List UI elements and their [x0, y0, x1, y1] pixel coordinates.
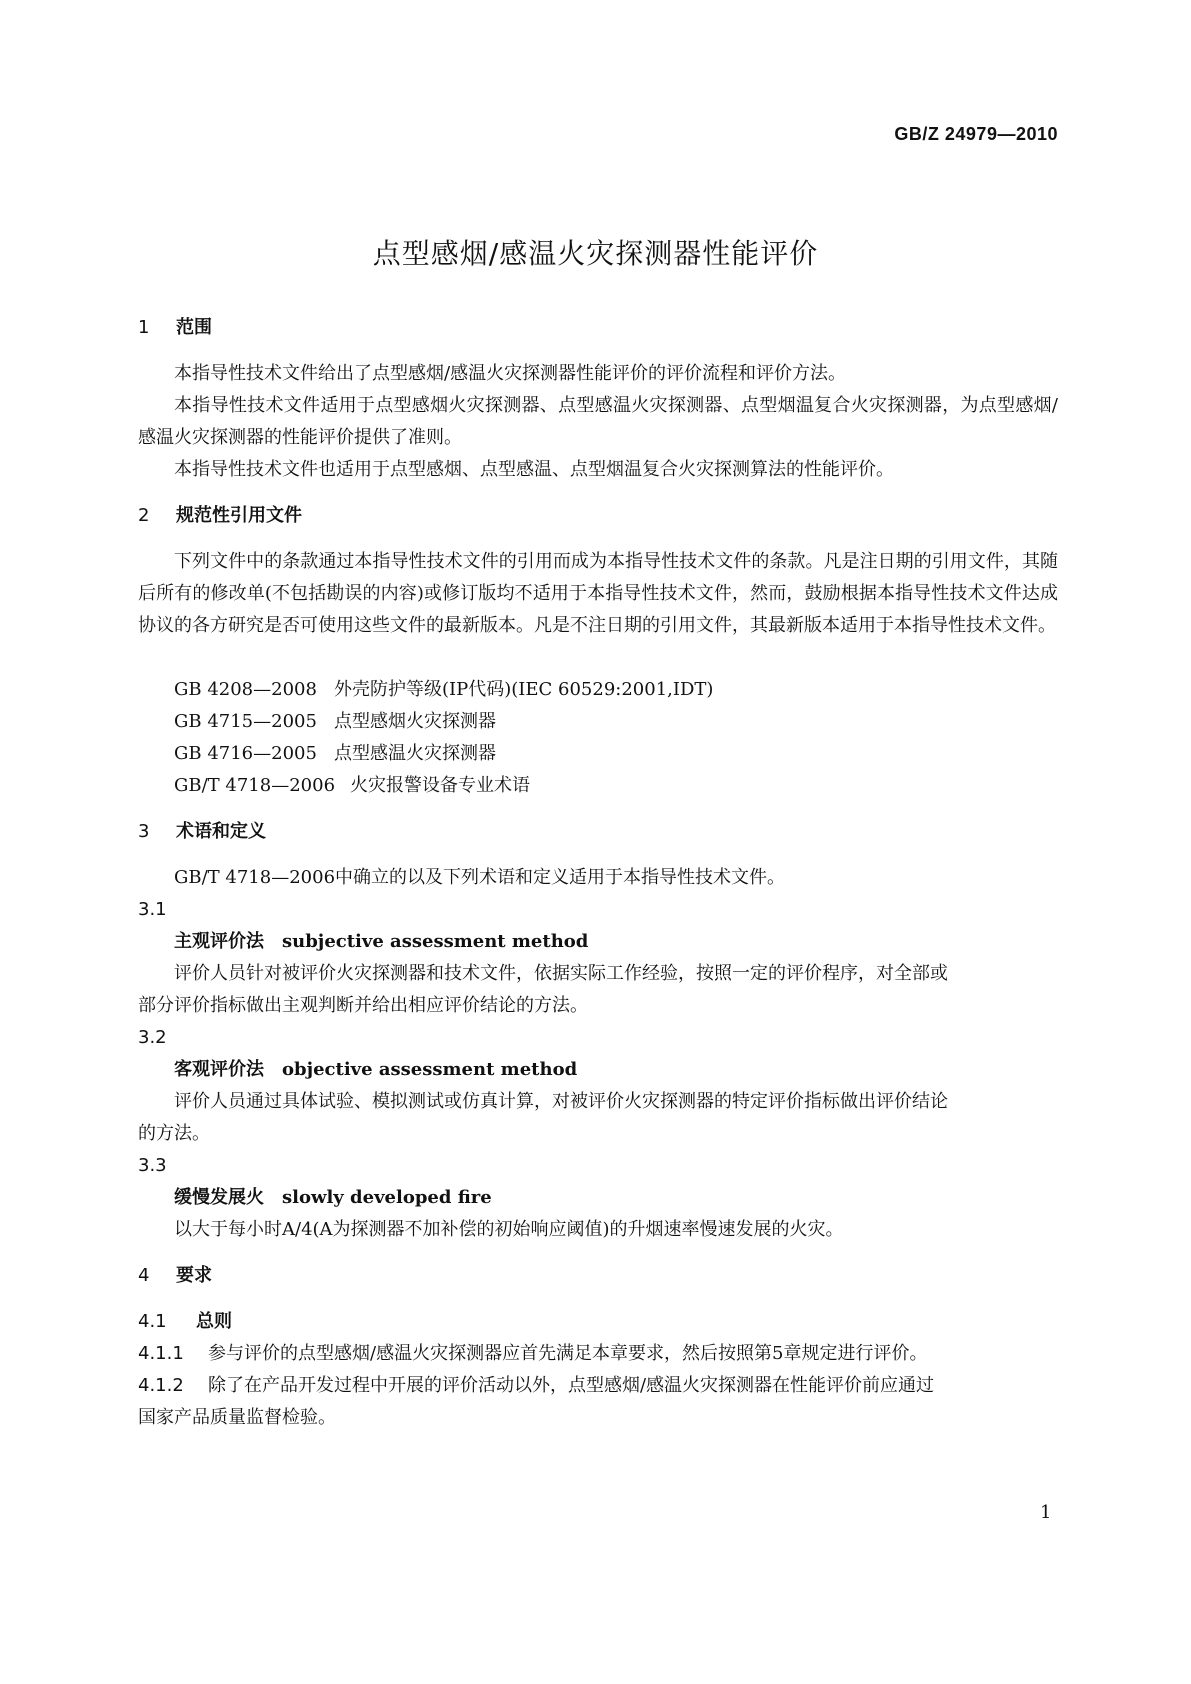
term-definition-continued: 的方法。 — [138, 1123, 210, 1144]
section-number: 4 — [138, 1265, 150, 1286]
term-definition-continued: 部分评价指标做出主观判断并给出相应评价结论的方法。 — [138, 995, 588, 1016]
page-number: 1 — [1040, 1502, 1052, 1523]
document-title: 点型感烟/感温火灾探测器性能评价 — [372, 237, 819, 270]
term-number: 3.1 — [138, 899, 167, 920]
clause — [138, 1338, 1058, 1370]
section-title: 术语和定义 — [176, 821, 266, 842]
reference-title: 外壳防护等级(IP代码)(IEC 60529:2001,IDT) — [334, 679, 714, 700]
reference-title: 点型感烟火灾探测器 — [334, 711, 496, 732]
clause-number: 4.1.1 — [138, 1343, 184, 1364]
term-number: 3.3 — [138, 1155, 167, 1176]
clause-number: 4.1.2 — [138, 1375, 184, 1396]
reference-item — [138, 770, 1094, 802]
standard-code: GB/Z 24979—2010 — [894, 124, 1058, 144]
term-name-en: objective assessment method — [282, 1059, 578, 1080]
section-2-paragraph: 下列文件中的条款通过本指导性技术文件的引用而成为本指导性技术文件的条款。凡是注日期的引用文件，其随后所有的修改单(不包括勘误的内容)或修订版均不适用于本指导性技术文件，然而，鼓励根据本指导性技术文件达成协议的各方研究是否可使用这些文件的最新版本。凡是不注日期的引用文件，其最新版本适用于本指导性技术文件。 — [138, 551, 1058, 636]
section-2-heading — [138, 500, 1058, 532]
subsection-title: 总则 — [196, 1311, 232, 1332]
term-name-en: slowly developed fire — [282, 1187, 492, 1208]
reference-title: 点型感温火灾探测器 — [334, 743, 496, 764]
section-number: 2 — [138, 505, 150, 526]
term-definition: 以大于每小时A/4(A为探测器不加补偿的初始响应阈值)的升烟速率慢速发展的火灾。 — [174, 1219, 844, 1240]
section-number: 1 — [138, 317, 150, 338]
reference-item — [138, 674, 1094, 706]
reference-item — [138, 738, 1094, 770]
clause-continued: 国家产品质量监督检验。 — [138, 1407, 336, 1428]
section-1-paragraph-3: 本指导性技术文件也适用于点型感烟、点型感温、点型烟温复合火灾探测算法的性能评价。 — [174, 459, 894, 480]
section-title: 要求 — [176, 1265, 212, 1286]
term-definition: 评价人员针对被评价火灾探测器和技术文件，依据实际工作经验，按照一定的评价程序，对全部或 — [174, 963, 948, 984]
term-definition: 评价人员通过具体试验、模拟测试或仿真计算，对被评价火灾探测器的特定评价指标做出评价结论 — [174, 1091, 948, 1112]
section-4-heading — [138, 1260, 1058, 1292]
term-name-zh: 主观评价法 — [174, 931, 264, 952]
reference-item — [138, 706, 1094, 738]
section-title: 规范性引用文件 — [176, 505, 302, 526]
term-name — [138, 1054, 1094, 1086]
section-1-paragraph-2: 本指导性技术文件适用于点型感烟火灾探测器、点型感温火灾探测器、点型烟温复合火灾探测器，为点型感烟/感温火灾探测器的性能评价提供了准则。 — [138, 395, 1058, 448]
section-number: 3 — [138, 821, 150, 842]
subsection-number: 4.1 — [138, 1311, 167, 1332]
section-3-intro: GB/T 4718—2006中确立的以及下列术语和定义适用于本指导性技术文件。 — [174, 867, 786, 888]
reference-code: GB 4716—2005 — [174, 743, 317, 764]
term-name-zh: 缓慢发展火 — [174, 1187, 264, 1208]
term-name — [138, 1182, 1094, 1214]
term-number: 3.2 — [138, 1027, 167, 1048]
term-name — [138, 926, 1094, 958]
reference-code: GB/T 4718—2006 — [174, 775, 336, 796]
reference-title: 火灾报警设备专业术语 — [350, 775, 530, 796]
clause-text: 参与评价的点型感烟/感温火灾探测器应首先满足本章要求，然后按照第5章规定进行评价。 — [208, 1343, 928, 1364]
subsection-heading — [138, 1306, 1058, 1338]
clause-text: 除了在产品开发过程中开展的评价活动以外，点型感烟/感温火灾探测器在性能评价前应通过 — [208, 1375, 935, 1396]
term-name-en: subjective assessment method — [282, 931, 589, 952]
term-name-zh: 客观评价法 — [174, 1059, 264, 1080]
reference-code: GB 4715—2005 — [174, 711, 317, 732]
section-title: 范围 — [176, 317, 212, 338]
clause — [138, 1370, 1058, 1402]
section-1-paragraph-1: 本指导性技术文件给出了点型感烟/感温火灾探测器性能评价的评价流程和评价方法。 — [174, 363, 847, 384]
section-1-heading — [138, 312, 1058, 344]
reference-code: GB 4208—2008 — [174, 679, 317, 700]
section-3-heading — [138, 816, 1058, 848]
